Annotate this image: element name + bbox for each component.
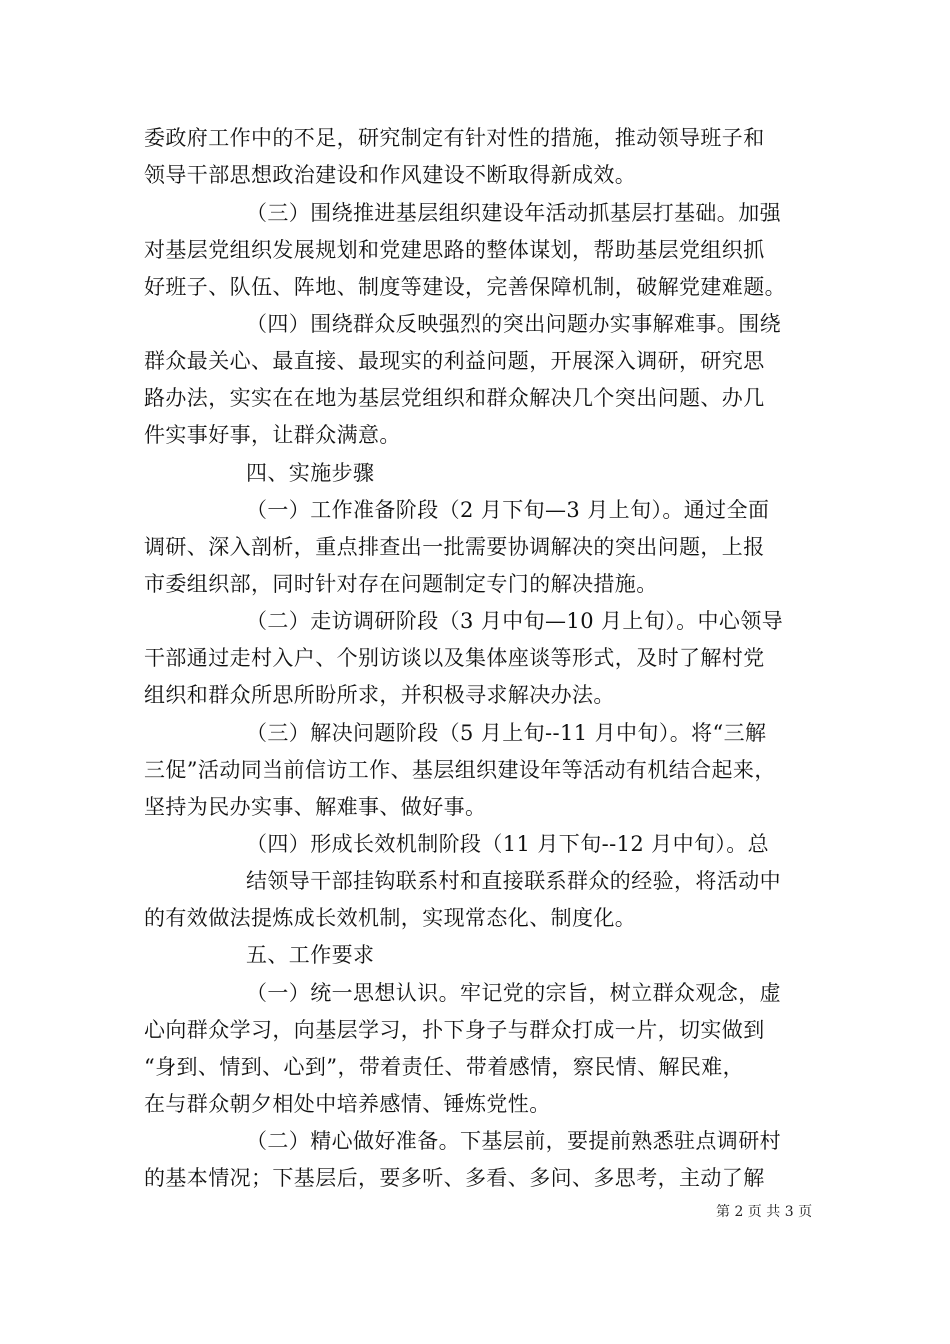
- paragraph-heading: （三）解决问题阶段（5 月上旬--11 月中旬）。将“三解: [246, 721, 767, 745]
- paragraph-heading: （四）围绕群众反映强烈的突出问题办实事解难事。围绕: [246, 312, 781, 336]
- paragraph-heading: （二）精心做好准备。下基层前，要提前熟悉驻点调研村: [246, 1129, 781, 1153]
- text-line: 干部通过走村入户、个别访谈以及集体座谈等形式，及时了解村党: [144, 646, 765, 670]
- text-line: 市委组织部，同时针对存在问题制定专门的解决措施。: [144, 572, 658, 596]
- text-line: 领导干部思想政治建设和作风建设不断取得新成效。: [144, 163, 637, 187]
- text-line: 的有效做法提炼成长效机制，实现常态化、制度化。: [144, 906, 637, 930]
- text-line: 调研、深入剖析，重点排查出一批需要协调解决的突出问题，上报: [144, 535, 765, 559]
- text-line: 对基层党组织发展规划和党建思路的整体谋划，帮助基层党组织抓: [144, 238, 765, 262]
- text-line: 群众最关心、最直接、最现实的利益问题，开展深入调研，研究思: [144, 349, 765, 373]
- text-line: 路办法，实实在在地为基层党组织和群众解决几个突出问题、办几: [144, 386, 765, 410]
- page-number: 第 2 页 共 3 页: [716, 1204, 813, 1220]
- text-line: 结领导干部挂钩联系村和直接联系群众的经验，将活动中: [246, 869, 781, 893]
- text-line: 件实事好事，让群众满意。: [144, 423, 401, 447]
- paragraph-heading: （一）工作准备阶段（2 月下旬—3 月上旬）。通过全面: [246, 498, 770, 522]
- paragraph-heading: （一）统一思想认识。牢记党的宗旨，树立群众观念，虚: [246, 981, 781, 1005]
- paragraph-heading: （四）形成长效机制阶段（11 月下旬--12 月中旬）。总: [246, 832, 770, 856]
- paragraph-heading: （二）走访调研阶段（3 月中旬—10 月上旬）。中心领导: [246, 609, 784, 633]
- text-line: 坚持为民办实事、解难事、做好事。: [144, 795, 487, 819]
- text-line: 的基本情况；下基层后，要多听、多看、多问、多思考，主动了解: [144, 1166, 765, 1190]
- section-heading: 五、工作要求: [246, 943, 375, 967]
- text-line: 三促”活动同当前信访工作、基层组织建设年等活动有机结合起来，: [144, 758, 776, 782]
- text-line: 组织和群众所思所盼所求，并积极寻求解决办法。: [144, 683, 615, 707]
- section-heading: 四、实施步骤: [246, 461, 375, 485]
- text-line: “身到、情到、心到”，带着责任、带着感情，察民情、解民难，: [144, 1055, 745, 1079]
- text-line: 心向群众学习，向基层学习，扑下身子与群众打成一片，切实做到: [144, 1018, 765, 1042]
- text-line: 在与群众朝夕相处中培养感情、锤炼党性。: [144, 1092, 551, 1116]
- paragraph-heading: （三）围绕推进基层组织建设年活动抓基层打基础。加强: [246, 201, 781, 225]
- text-line: 好班子、队伍、阵地、制度等建设，完善保障机制，破解党建难题。: [144, 275, 786, 299]
- text-line: 委政府工作中的不足，研究制定有针对性的措施，推动领导班子和: [144, 126, 765, 150]
